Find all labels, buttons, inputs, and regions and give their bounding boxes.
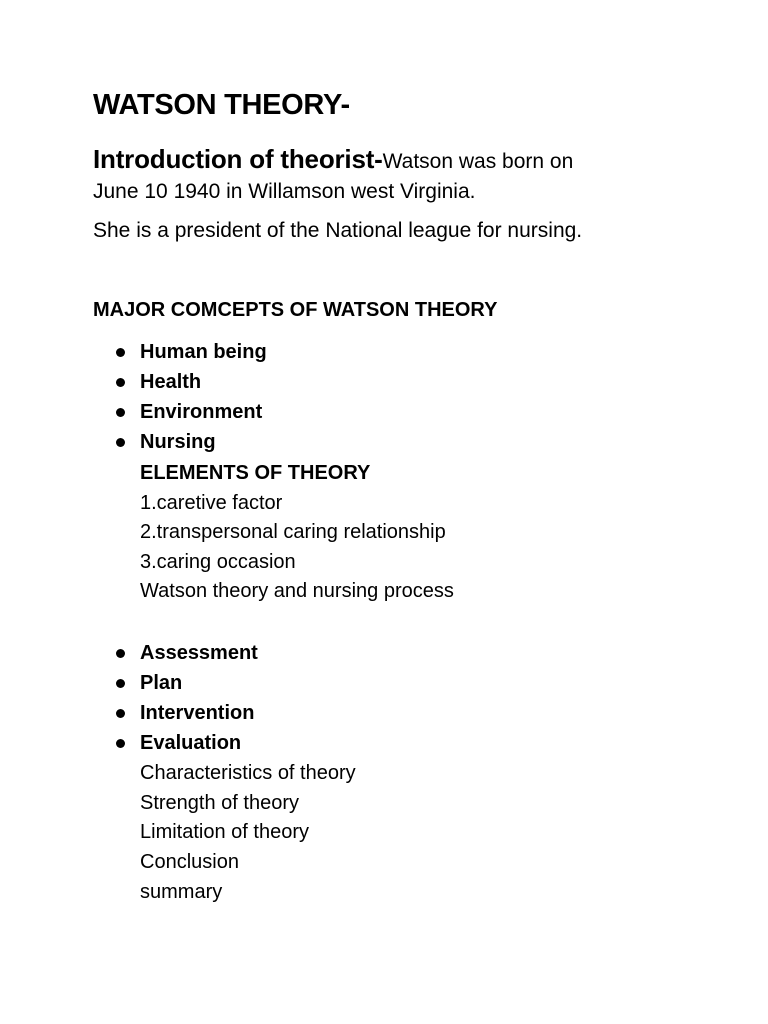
concept-label: Nursing [140, 431, 216, 453]
concepts-heading: MAJOR COMCEPTS OF WATSON THEORY [93, 299, 498, 321]
process-step-label: Assessment [140, 642, 258, 664]
bullet-icon [116, 679, 125, 688]
intro-paragraph [93, 144, 573, 175]
process-step-label: Intervention [140, 702, 255, 724]
bullet-icon [116, 438, 125, 447]
document-title: WATSON THEORY- [93, 89, 350, 121]
intro-text-part2: June 10 1940 in Willamson west Virginia. [93, 180, 476, 203]
bullet-icon [116, 348, 125, 357]
bullet-icon [116, 408, 125, 417]
process-step-label: Plan [140, 672, 183, 694]
element-item: 1.caretive factor [140, 492, 283, 514]
president-line: She is a president of the National league for nursing. [93, 219, 583, 242]
bullet-icon [116, 378, 125, 387]
element-item: 2.transpersonal caring relationship [140, 521, 446, 543]
bullet-icon [116, 709, 125, 718]
concept-label: Human being [140, 341, 267, 363]
element-item: 3.caring occasion [140, 551, 296, 573]
topic-item: Strength of theory [140, 792, 299, 814]
intro-heading: Introduction of theorist- [93, 144, 383, 174]
topic-item: Limitation of theory [140, 821, 309, 843]
nursing-process-line: Watson theory and nursing process [140, 580, 454, 602]
intro-text-part1: Watson was born on [382, 150, 574, 173]
concept-label: Environment [140, 401, 263, 423]
bullet-icon [116, 739, 125, 748]
bullet-icon [116, 649, 125, 658]
elements-heading: ELEMENTS OF THEORY [140, 462, 371, 484]
concept-label: Health [140, 371, 202, 393]
topic-item: Conclusion [140, 851, 239, 873]
topic-item: summary [140, 881, 223, 903]
topic-item: Characteristics of theory [140, 762, 356, 784]
process-step-label: Evaluation [140, 732, 242, 754]
